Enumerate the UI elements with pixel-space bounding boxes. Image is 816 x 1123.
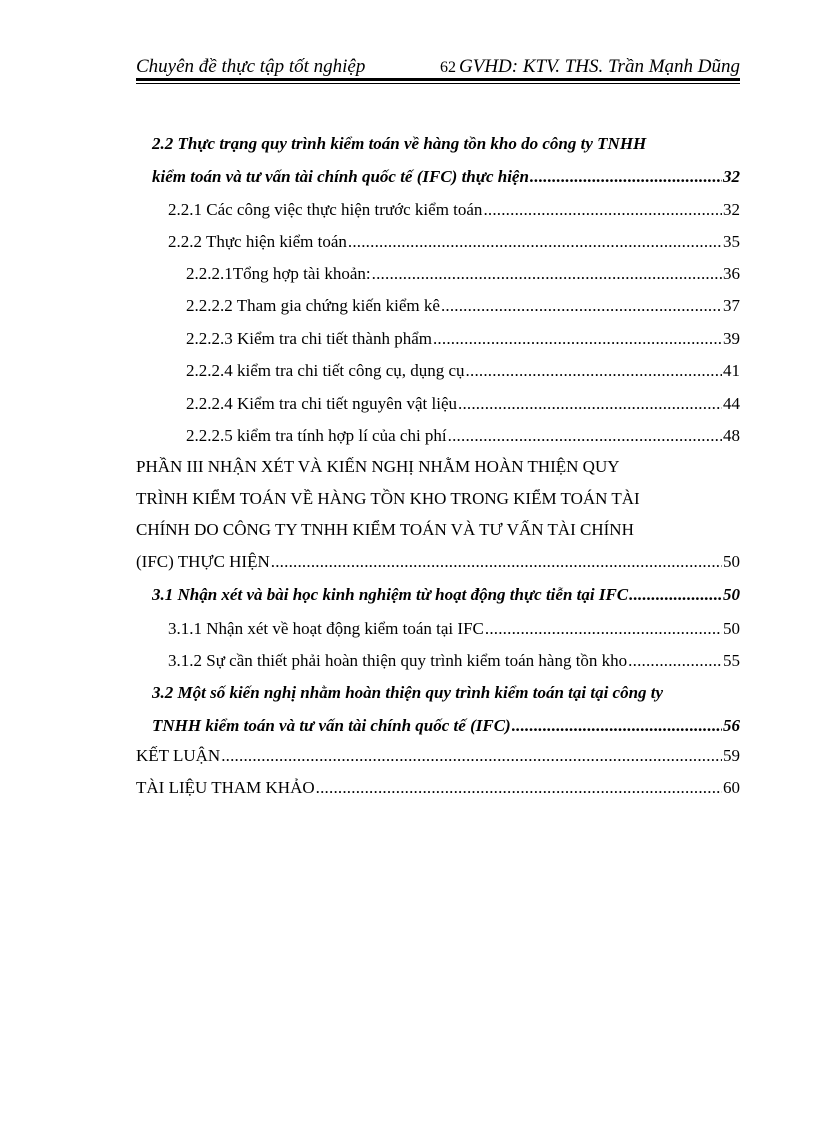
dot-leader <box>483 198 722 222</box>
dot-leader <box>530 165 722 189</box>
toc-page-number: 44 <box>723 394 740 413</box>
toc-page-number: 56 <box>723 716 740 735</box>
toc-entry-conclusion[interactable] <box>136 744 740 768</box>
dot-leader <box>372 262 722 286</box>
toc-page-number: 32 <box>723 167 740 186</box>
dot-leader <box>458 392 722 416</box>
toc-3-2-line2: TNHH kiểm toán và tư vấn tài chính quốc tế (IFC) <box>152 716 511 735</box>
toc-entry-3-1-2[interactable] <box>168 649 740 673</box>
toc-title: 3.1.1 Nhận xét về hoạt động kiểm toán tại IFC <box>168 619 484 638</box>
toc-page-number: 41 <box>723 361 740 380</box>
toc-entry-3-1[interactable] <box>152 583 740 607</box>
dot-leader <box>433 327 722 351</box>
toc-2-2-line2: kiểm toán và tư vấn tài chính quốc tế (IFC) thực hiện <box>152 167 529 186</box>
toc-page-number: 39 <box>723 329 740 348</box>
page-header <box>136 56 740 78</box>
toc-entry-part3[interactable] <box>136 550 740 574</box>
header-right <box>440 56 740 79</box>
dot-leader <box>448 424 722 448</box>
toc-title: 2.2.2.1Tổng hợp tài khoản: <box>186 264 371 283</box>
toc-part3-line4: (IFC) THỰC HIỆN <box>136 552 270 571</box>
header-supervisor: GVHD: KTV. THS. Trần Mạnh Dũng <box>459 56 740 77</box>
toc-title: 3.1 Nhận xét và bài học kinh nghiệm từ hoạt động thực tiễn tại IFC <box>152 585 629 604</box>
toc-page-number: 36 <box>723 264 740 283</box>
header-document-title: Chuyên đề thực tập tốt nghiệp <box>136 56 366 77</box>
toc-entry-2-2-2[interactable] <box>168 230 740 254</box>
header-page-number: 62 <box>440 59 456 76</box>
toc-entry-2-2[interactable] <box>152 165 740 189</box>
toc-title: TÀI LIỆU THAM KHẢO <box>136 778 315 797</box>
toc-page-number: 32 <box>723 200 740 219</box>
toc-2-2-line1[interactable]: 2.2 Thực trạng quy trình kiểm toán về hàng tồn kho do công ty TNHH <box>152 134 647 153</box>
toc-page-number: 50 <box>723 585 740 604</box>
toc-title: 3.1.2 Sự cần thiết phải hoàn thiện quy trình kiểm toán hàng tồn kho <box>168 651 628 670</box>
toc-part3-line2[interactable]: TRÌNH KIỂM TOÁN VỀ HÀNG TỒN KHO TRONG KIỂM TOÁN TÀI <box>136 489 640 508</box>
toc-part3-line3[interactable]: CHÍNH DO CÔNG TY TNHH KIỂM TOÁN VÀ TƯ VẤN TÀI CHÍNH <box>136 520 634 539</box>
toc-entry-references[interactable] <box>136 776 740 800</box>
dot-leader <box>629 583 722 607</box>
toc-page-number: 35 <box>723 232 740 251</box>
toc-entry-2-2-2-3[interactable] <box>186 327 740 351</box>
dot-leader <box>628 649 722 673</box>
toc-entry-3-2[interactable] <box>152 714 740 738</box>
toc-entry-2-2-2-1[interactable] <box>186 262 740 286</box>
toc-entry-2-2-1[interactable] <box>168 198 740 222</box>
toc-title: 2.2.2.2 Tham gia chứng kiến kiểm kê <box>186 296 440 315</box>
toc-entry-3-1-1[interactable] <box>168 617 740 641</box>
dot-leader <box>485 617 722 641</box>
header-rule-thin <box>136 83 740 84</box>
header-rule-thick <box>136 78 740 81</box>
toc-title: 2.2.2.4 Kiểm tra chi tiết nguyên vật liệu <box>186 394 457 413</box>
toc-entry-2-2-2-5[interactable] <box>186 424 740 448</box>
dot-leader <box>221 744 722 768</box>
dot-leader <box>271 550 722 574</box>
dot-leader <box>441 294 722 318</box>
toc-title: 2.2.2.5 kiểm tra tính hợp lí của chi phí <box>186 426 447 445</box>
toc-entry-2-2-2-4a[interactable] <box>186 359 740 383</box>
toc-page-number: 59 <box>723 746 740 765</box>
toc-entry-2-2-2-2[interactable] <box>186 294 740 318</box>
toc-page-number: 55 <box>723 651 740 670</box>
toc-title: 2.2.2 Thực hiện kiểm toán <box>168 232 347 251</box>
toc-3-2-line1[interactable]: 3.2 Một số kiến nghị nhằm hoàn thiện quy trình kiểm toán tại tại công ty <box>152 683 664 702</box>
toc-title: KẾT LUẬN <box>136 746 221 765</box>
toc-title: 2.2.1 Các công việc thực hiện trước kiểm toán <box>168 200 483 219</box>
toc-page-number: 60 <box>723 778 740 797</box>
dot-leader <box>466 359 722 383</box>
toc-entry-2-2-2-4b[interactable] <box>186 392 740 416</box>
toc-title: 2.2.2.4 kiểm tra chi tiết công cụ, dụng cụ <box>186 361 465 380</box>
toc-page-number: 50 <box>723 619 740 638</box>
toc-title: 2.2.2.3 Kiểm tra chi tiết thành phẩm <box>186 329 432 348</box>
dot-leader <box>512 714 722 738</box>
toc-page-number: 37 <box>723 296 740 315</box>
toc-part3-line1[interactable]: PHẦN III NHẬN XÉT VÀ KIẾN NGHỊ NHẰM HOÀN THIỆN QUY <box>136 457 620 476</box>
dot-leader <box>348 230 722 254</box>
dot-leader <box>316 776 722 800</box>
toc-page-number: 50 <box>723 552 740 571</box>
toc-page-number: 48 <box>723 426 740 445</box>
